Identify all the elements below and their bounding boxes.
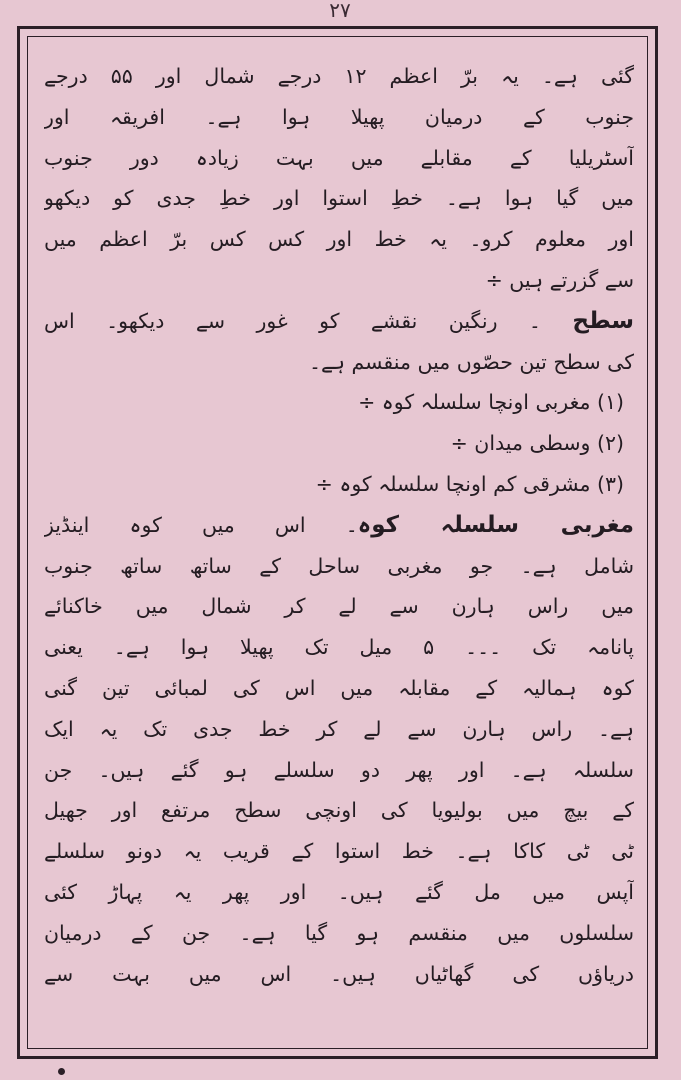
line-text: (۳) مشرقی کم اونچا سلسلہ کوہ ÷ <box>315 471 624 496</box>
line-text: میں راس ہارن سے لے کر شمال میں خاکنائے <box>44 594 634 619</box>
line-text: کے بیچ میں بولیویا کی اونچی سطح مرتفع اور جھیل <box>44 798 634 823</box>
text-line <box>44 627 634 668</box>
text-line <box>44 342 634 383</box>
line-text: ٹی ٹی کاکا ہے۔ خط استوا کے قریب یہ دونو سلسلے <box>44 839 634 864</box>
list-item <box>44 382 634 423</box>
text-line <box>44 586 634 627</box>
text-line <box>44 750 634 791</box>
text-line <box>44 913 634 954</box>
text-line <box>44 219 634 260</box>
text-line <box>44 178 634 219</box>
body-text <box>44 56 634 1041</box>
line-text: کوہ ہمالیہ کے مقابلہ میں اس کی لمبائی تین گنی <box>44 675 634 700</box>
text-line <box>44 872 634 913</box>
text-line <box>44 668 634 709</box>
line-text: سلسلہ ہے۔ اور پھر دو سلسلے ہو گئے ہیں۔ جن <box>44 757 634 782</box>
line-text: شامل ہے۔ جو مغربی ساحل کے ساتھ ساتھ جنوب <box>44 553 634 578</box>
list-item <box>44 464 634 505</box>
list-item <box>44 423 634 464</box>
line-text: میں گیا ہوا ہے۔ خطِ استوا اور خطِ جدی کو دیکھو <box>44 186 634 211</box>
line-text: (۱) مغربی اونچا سلسلہ کوہ ÷ <box>358 390 624 415</box>
page-number: ۲۷ <box>329 0 351 22</box>
text-line <box>44 831 634 872</box>
line-text: ہے۔ راس ہارن سے لے کر خط جدی تک یہ ایک <box>44 716 634 741</box>
line-text: کی سطح تین حصّوں میں منقسم ہے۔ <box>308 349 634 374</box>
line-text: سے گزرتے ہیں ÷ <box>485 267 634 292</box>
line-text: ۔ اس میں کوہ اینڈیز <box>44 512 358 537</box>
line-text: آسٹریلیا کے مقابلے میں بہت زیادہ دور جنوب <box>44 145 634 170</box>
ink-dot <box>58 1068 65 1075</box>
line-text: گئی ہے۔ یہ برّ اعظم ۱۲ درجے شمال اور ۵۵ درجے <box>44 64 634 88</box>
text-line <box>44 138 634 179</box>
line-text: جنوب کے درمیان پھیلا ہوا ہے۔ افریقہ اور <box>44 104 634 129</box>
section-heading: سطح <box>572 307 634 334</box>
text-line <box>44 954 634 995</box>
line-text: آپس میں مل گئے ہیں۔ اور پھر یہ پہاڑ کئی <box>44 879 634 904</box>
line-text: پانامہ تک ۔۔۔ ۵ میل تک پھیلا ہوا ہے۔ یعنی <box>44 635 634 660</box>
text-line <box>44 546 634 587</box>
line-text: (۲) وسطی میدان ÷ <box>450 431 624 456</box>
line-text: اور معلوم کرو۔ یہ خط اور کس کس برّ اعظم میں <box>44 227 634 252</box>
text-line <box>44 56 634 97</box>
line-text: ۔ رنگین نقشے کو غور سے دیکھو۔ اس <box>44 308 573 333</box>
text-line <box>44 301 634 342</box>
text-line <box>44 260 634 301</box>
line-text: سلسلوں میں منقسم ہو گیا ہے۔ جن کے درمیان <box>44 920 634 945</box>
line-text: دریاؤں کی گھاٹیاں ہیں۔ اس میں بہت سے <box>44 961 634 986</box>
text-line <box>44 709 634 750</box>
text-line <box>44 505 634 546</box>
text-line <box>44 790 634 831</box>
section-heading: مغربی سلسلہ کوہ <box>357 511 634 538</box>
text-line <box>44 97 634 138</box>
